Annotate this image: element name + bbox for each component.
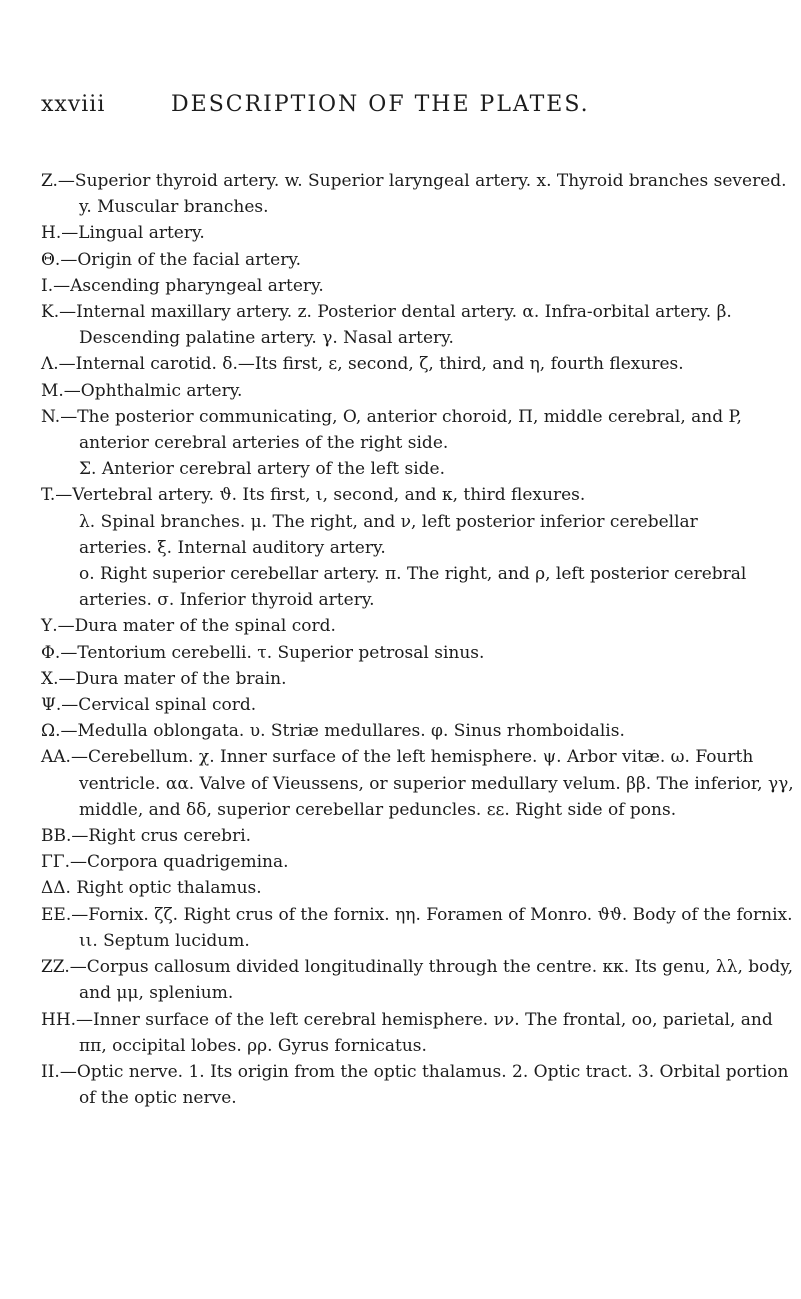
entry-sigma: Σ. Anterior cerebral artery of the left side. — [79, 459, 446, 480]
entry-h: H.—Lingual artery. — [41, 223, 205, 244]
entry-t: T.—Vertebral artery. ϑ. Its first, ι, second, and κ, third flexures. — [41, 485, 586, 506]
entry-hh: HH.—Inner surface of the left cerebral hemisphere. νν. The frontal, οο, parietal, and ππ, occipital lobes. ρρ. Gyrus fornicatus. — [41, 1009, 773, 1056]
entry-m: M.—Ophthalmic artery. — [41, 380, 243, 401]
entry-z: Z.—Superior thyroid artery. w. Superior laryngeal artery. x. Thyroid branches severed. y. Muscular branches. — [41, 171, 787, 218]
running-title: DESCRIPTION OF THE PLATES. — [171, 92, 590, 117]
entry-ii: II.—Optic nerve. 1. Its origin from the optic thalamus. 2. Optic tract. 3. Orbital portion of the optic nerve. — [41, 1061, 789, 1109]
entry-t-spinal: λ. Spinal branches. μ. The right, and ν, left posterior inferior cerebellar arteries. ξ. Internal auditory artery. — [79, 511, 698, 558]
entry-i: I.—Ascending pharyngeal artery. — [41, 275, 324, 296]
entry-gammagamma: ΓΓ.—Corpora quadrigemina. — [41, 852, 289, 873]
entry-phi: Φ.—Tentorium cerebelli. τ. Superior petrosal sinus. — [41, 642, 485, 663]
page-header — [41, 92, 761, 122]
plate-descriptions — [0, 168, 801, 1111]
entry-deltadelta: ΔΔ. Right optic thalamus. — [41, 878, 262, 899]
entry-aa: AA.—Cerebellum. χ. Inner surface of the left hemisphere. ψ. Arbor vitæ. ω. Fourth ventricle. αα. Valve of Vieussens, or superior medullary velum. ββ. The inferior, γγ, middle, and δδ, superior cerebellar peduncles. εε. Right side of pons. — [41, 747, 794, 820]
entry-x: X.—Dura mater of the brain. — [41, 668, 287, 689]
entry-n: N.—The posterior communicating, O, anterior choroid, Π, middle cerebral, and P, anterior cerebral arteries of the right side. — [41, 406, 742, 454]
entry-bb: BB.—Right crus cerebri. — [41, 826, 252, 847]
entry-psi: Ψ.—Cervical spinal cord. — [41, 695, 257, 716]
page-number: xxviii — [41, 92, 106, 117]
entry-zz: ZZ.—Corpus callosum divided longitudinally through the centre. κκ. Its genu, λλ, body, and μμ, splenium. — [41, 957, 794, 1004]
entry-lambda: Λ.—Internal carotid. δ.—Its first, ε, second, ζ, third, and η, fourth flexures. — [41, 354, 684, 375]
entry-ee: EE.—Fornix. ζζ. Right crus of the fornix. ηη. Foramen of Monro. ϑϑ. Body of the fornix. ιι. Septum lucidum. — [41, 904, 793, 951]
entry-k: K.—Internal maxillary artery. z. Posterior dental artery. α. Infra-orbital artery. β. Descending palatine artery. γ. Nasal artery. — [41, 302, 732, 349]
entry-upsilon: Υ.—Dura mater of the spinal cord. — [41, 616, 336, 637]
entry-theta: Θ.—Origin of the facial artery. — [41, 249, 302, 270]
entry-omega: Ω.—Medulla oblongata. υ. Striæ medullares. φ. Sinus rhomboidalis. — [41, 721, 625, 742]
entry-t-superior: ο. Right superior cerebellar artery. π. The right, and ρ, left posterior cerebral arteries. σ. Inferior thyroid artery. — [79, 564, 747, 611]
